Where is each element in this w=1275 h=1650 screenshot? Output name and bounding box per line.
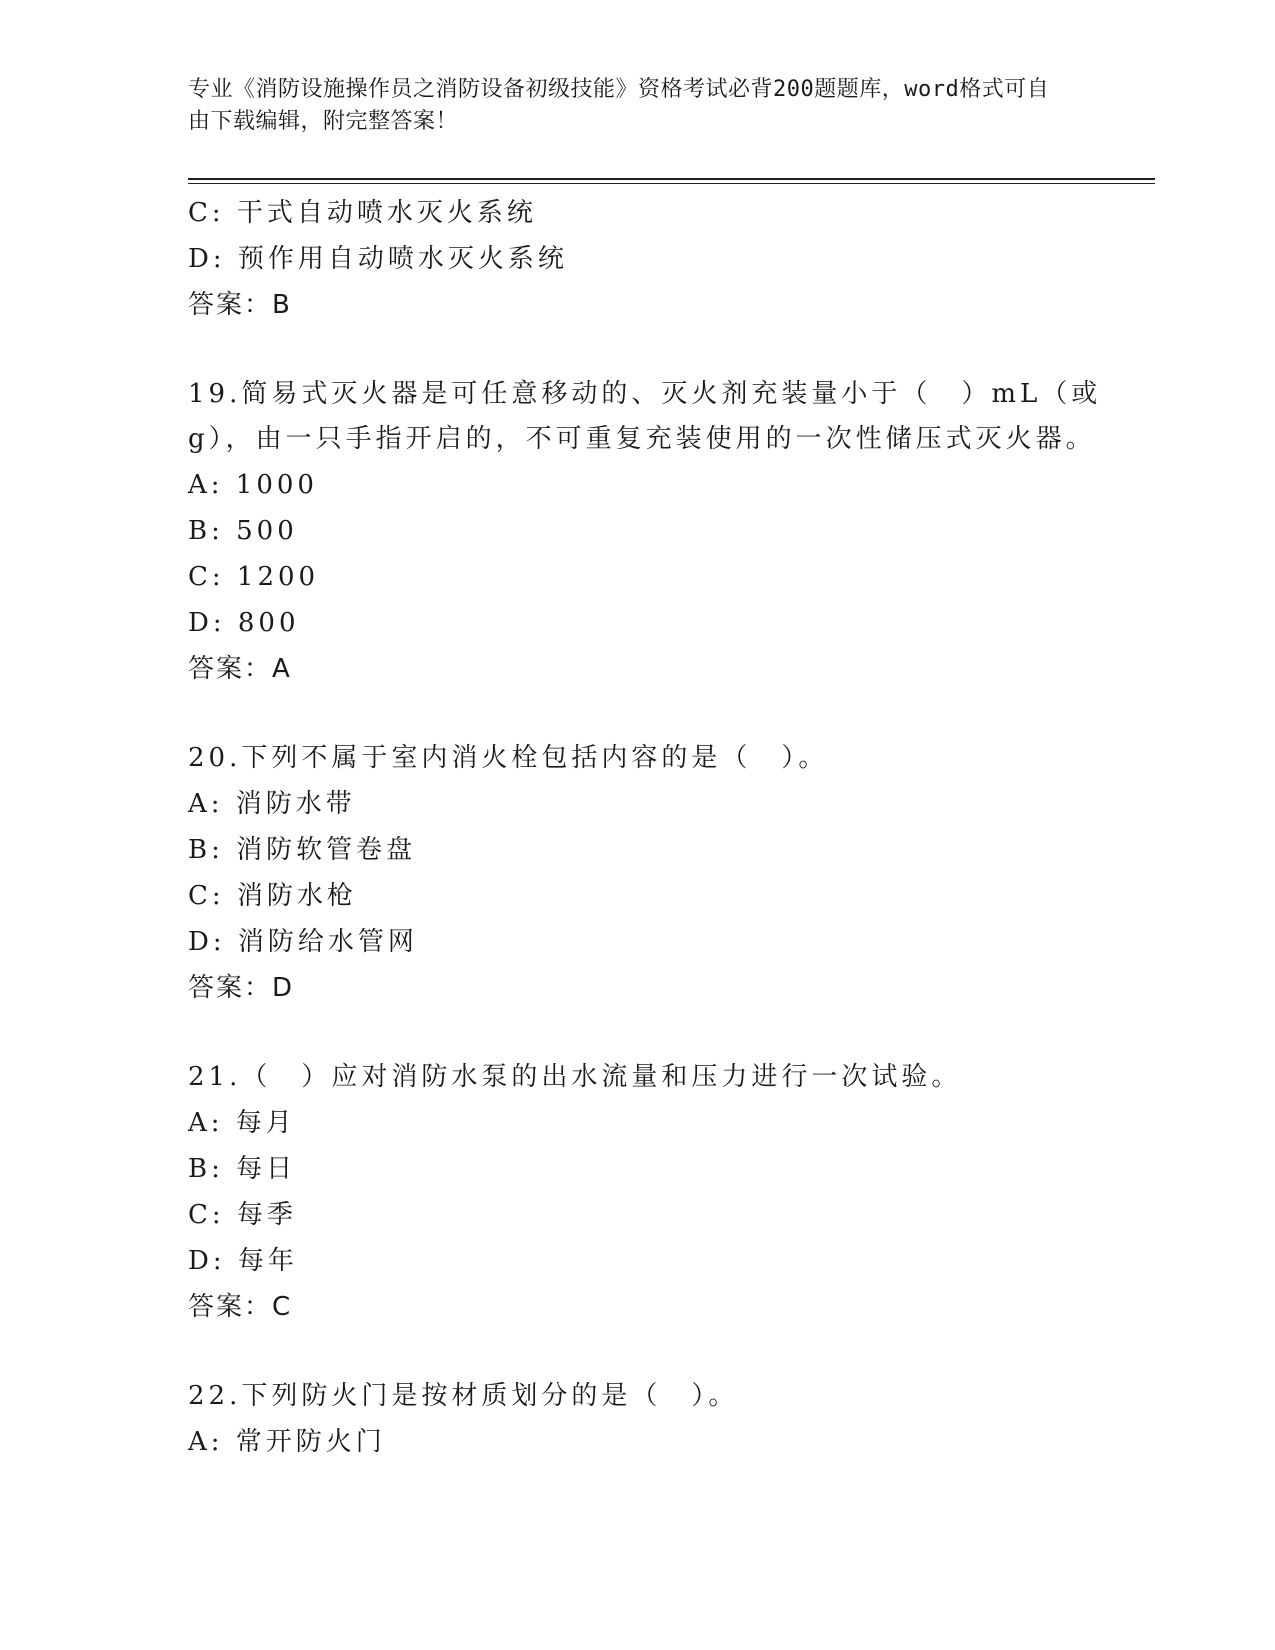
question-text: 20.下列不属于室内消火栓包括内容的是（ ）。 xyxy=(188,743,829,773)
option-b: B: 500 xyxy=(188,516,298,546)
spacer xyxy=(188,1011,1155,1055)
question-21 xyxy=(188,1055,1155,1330)
question-22 xyxy=(188,1374,1155,1465)
option-c: C: 1200 xyxy=(188,562,320,592)
option-a: A: 消防水带 xyxy=(188,789,356,819)
option-a: A: 常开防火门 xyxy=(188,1427,386,1457)
answer-line: 答案：D xyxy=(188,973,295,1003)
option-d: D: 800 xyxy=(188,608,300,638)
option-b: B: 消防软管卷盘 xyxy=(188,835,417,865)
question-19 xyxy=(188,372,1155,692)
question-18-continued xyxy=(188,190,1155,328)
option-d: D: 每年 xyxy=(188,1246,298,1276)
question-text: 21.（ ）应对消防水泵的出水流量和压力进行一次试验。 xyxy=(188,1062,962,1092)
question-text: 22.下列防火门是按材质划分的是（ ）。 xyxy=(188,1381,739,1411)
option-c: C: 消防水枪 xyxy=(188,881,357,911)
question-text: 19.简易式灭火器是可任意移动的、灭火剂充装量小于（ ）mL（或g），由一只手指开启的，不可重复充装使用的一次性储压式灭火器。 xyxy=(188,379,1102,454)
spacer xyxy=(188,1330,1155,1374)
spacer xyxy=(188,328,1155,372)
spacer xyxy=(188,692,1155,736)
question-20 xyxy=(188,736,1155,1011)
header-divider-thick xyxy=(188,178,1155,180)
option-d: D: 预作用自动喷水灭火系统 xyxy=(188,244,568,274)
question-list xyxy=(188,190,1155,1465)
answer-line: 答案：C xyxy=(188,1292,293,1322)
header-divider-thin xyxy=(188,183,1155,184)
answer-line: 答案：B xyxy=(188,290,292,320)
option-c: C: 干式自动喷水灭火系统 xyxy=(188,198,537,228)
option-a: A: 每月 xyxy=(188,1108,296,1138)
option-b: B: 每日 xyxy=(188,1154,297,1184)
option-c: C: 每季 xyxy=(188,1200,297,1230)
document-header: 专业《消防设施操作员之消防设备初级技能》资格考试必背200题题库，word格式可自由下载编辑，附完整答案！ xyxy=(188,77,1050,134)
option-d: D: 消防给水管网 xyxy=(188,927,418,957)
option-a: A: 1000 xyxy=(188,470,318,500)
answer-line: 答案：A xyxy=(188,654,292,684)
